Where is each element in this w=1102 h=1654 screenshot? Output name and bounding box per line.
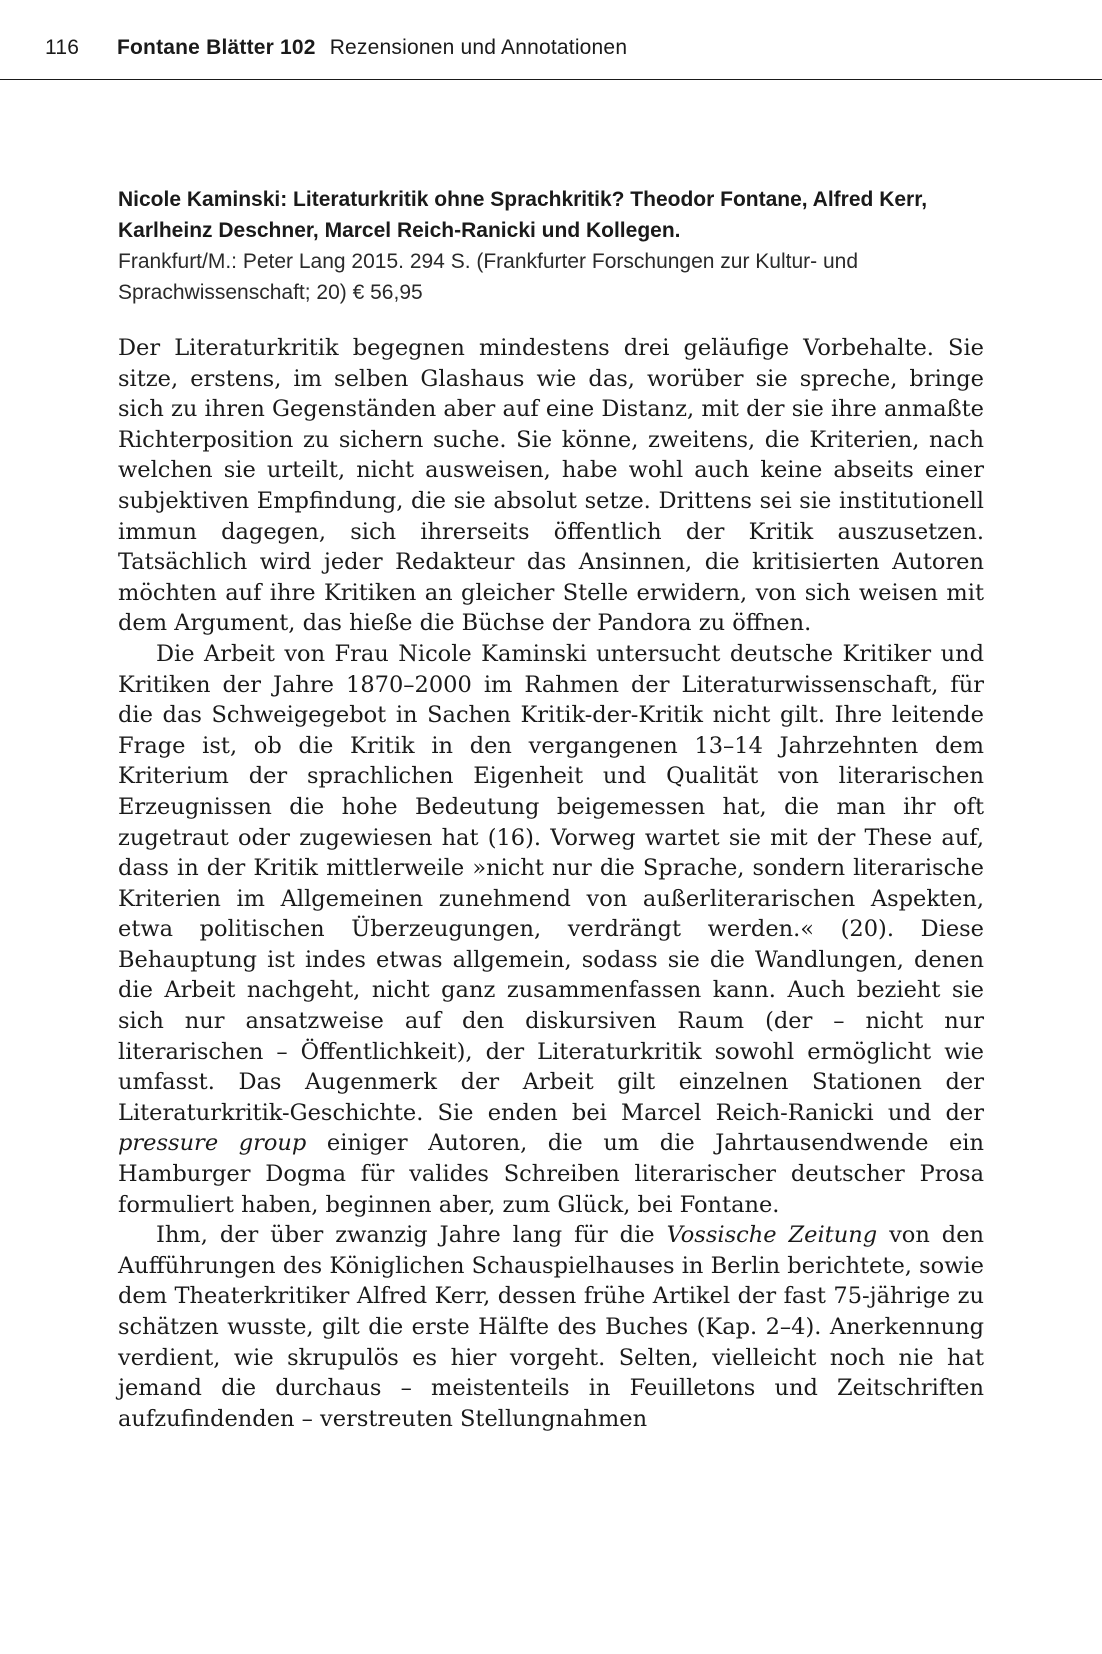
page-number: 116 xyxy=(45,36,80,59)
review-body xyxy=(118,333,984,1434)
paragraph-2-emphasis: pressure group xyxy=(118,1130,307,1157)
section-title: Rezensionen und Annotationen xyxy=(329,36,628,59)
paragraph-2-text-b: einiger Autoren, die um die Jahrtausendwende ein Hamburger Dogma für valides Schreiben literarischer deutscher Prosa formuliert haben, beginnen aber, zum Glück, bei Fontane. xyxy=(118,1130,984,1218)
paragraph-3 xyxy=(118,1220,984,1434)
running-header-text xyxy=(45,36,627,60)
running-header xyxy=(0,0,1102,80)
review-title: Nicole Kaminski: Literaturkritik ohne Sprachkritik? Theodor Fontane, Alfred Kerr, Karlheinz Deschner, Marcel Reich-Ranicki und Kollegen. xyxy=(118,188,928,242)
paragraph-2 xyxy=(118,639,984,1220)
paragraph-2-text-a: Die Arbeit von Frau Nicole Kaminski untersucht deutsche Kritiker und Kritiken der Jahre 1870–2000 im Rahmen der Literaturwissenschaft, für die das Schweigegebot in Sachen Kritik-der-Kritik nicht gilt. Ihre leitende Frage ist, ob die Kritik in den vergangenen 13–14 Jahrzehnten dem Kriterium der sprachlichen Eigenheit und Qualität von literarischen Erzeugnissen die hohe Bedeutung beigemessen hat, die man ihr oft zugetraut oder zugewiesen hat (16). Vorweg wartet sie mit der These auf, dass in der Kritik mittlerweile »nicht nur die Sprache, sondern literarische Kriterien im Allgemeinen zunehmend von außerliterarischen Aspekten, etwa politischen Überzeugungen, verdrängt werden.« (20). Diese Behauptung ist indes etwas allgemein, sodass sie die Wandlungen, denen die Arbeit nachgeht, nicht ganz zusammenfassen kann. Auch bezieht sie sich nur ansatzweise auf den diskursiven Raum (der – nicht nur literarischen – Öffentlichkeit), der Literaturkritik sowohl ermöglicht wie umfasst. Das Augenmerk der Arbeit gilt einzelnen Stationen der Literaturkritik-Geschichte. Sie enden bei Marcel Reich-Ranicki und der xyxy=(118,640,984,1126)
review-bibliography: Frankfurt/M.: Peter Lang 2015. 294 S. (Frankfurter Forschungen zur Kultur- und Sprachwissenschaft; 20) € 56,95 xyxy=(118,250,859,304)
paragraph-3-text-a: Ihm, der über zwanzig Jahre lang für die xyxy=(156,1222,667,1249)
journal-title: Fontane Blätter 102 xyxy=(117,36,316,59)
paragraph-3-emphasis: Vossische Zeitung xyxy=(666,1222,878,1249)
paragraph-1: Der Literaturkritik begegnen mindestens drei geläufige Vorbehalte. Sie sitze, erstens, im selben Glashaus wie das, worüber sie spreche, bringe sich zu ihren Gegenständen aber auf eine Distanz, mit der sie ihre anmaßte Richterposition zu sichern suche. Sie könne, zweitens, die Kriterien, nach welchen sie urteilt, nicht ausweisen, habe wohl auch keine abseits einer subjektiven Empfindung, die sie absolut setze. Drittens sei sie institutionell immun dagegen, sich ihrerseits öffentlich der Kritik auszusetzen. Tatsächlich wird jeder Redakteur das Ansinnen, die kritisierten Autoren möchten auf ihre Kritiken an gleicher Stelle erwidern, von sich weisen mit dem Argument, das hieße die Büchse der Pandora zu öffnen. xyxy=(118,335,984,637)
review-heading xyxy=(118,184,998,308)
paragraph-3-text-b: von den Aufführungen des Königlichen Schauspielhauses in Berlin berichtete, sowie dem Theaterkritiker Alfred Kerr, dessen frühe Artikel der fast 75-jährige zu schätzen wusste, gilt die erste Hälfte des Buches (Kap. 2–4). Anerkennung verdient, wie skrupulös es hier vorgeht. Selten, vielleicht noch nie hat jemand die durchaus – meistenteils in Feuilletons und Zeitschriften aufzufindenden – verstreuten Stellungnahmen xyxy=(118,1222,985,1432)
